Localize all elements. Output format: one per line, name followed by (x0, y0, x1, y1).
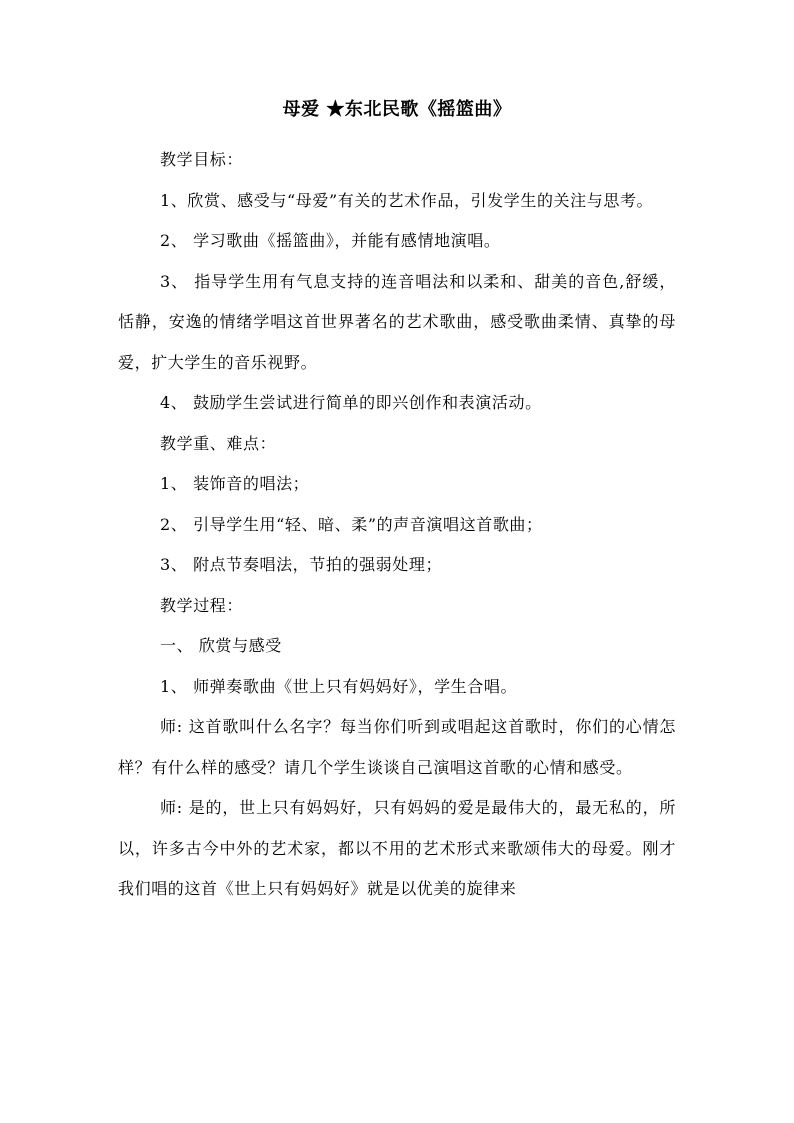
paragraph-teacher-question: 师: 这首歌叫什么名字？每当你们听到或唱起这首歌时，你们的心情怎样？有什么样的感受？请几个学生谈谈自己演唱这首歌的心情和感受。 (118, 717, 676, 777)
paragraph-teaching-goals-heading: 教学目标： (160, 150, 244, 169)
paragraph-goal-4: 4、 鼓励学生尝试进行简单的即兴创作和表演活动。 (160, 393, 542, 412)
paragraph-key-point-1: 1、 装饰音的唱法； (160, 474, 310, 493)
paragraph-key-point-2: 2、 引导学生用“轻、暗、柔”的声音演唱这首歌曲； (160, 514, 543, 534)
paragraph-key-point-3: 3、 附点节奏唱法，节拍的强弱处理； (160, 555, 443, 574)
paragraph-step-1: 1、 师弹奏歌曲《世上只有妈妈好》，学生合唱。 (160, 676, 518, 696)
paragraph-goal-2: 2、 学习歌曲《摇篮曲》，并能有感情地演唱。 (160, 231, 501, 250)
document-title: 母爱 ★东北民歌《摇篮曲》 (282, 99, 512, 120)
paragraph-process-heading: 教学过程： (160, 595, 244, 615)
paragraph-key-points-heading: 教学重、难点： (160, 433, 277, 453)
paragraph-teacher-explanation: 师: 是的，世上只有妈妈好，只有妈妈的爱是最伟大的，最无私的，所以，许多古今中外的艺术家，都以不用的艺术形式来歌颂伟大的母爱。刚才我们唱的这首《世上只有妈妈好》就是以优美的旋律来 (118, 798, 676, 898)
paragraph-section-1-heading: 一、 欣赏与感受 (160, 636, 282, 655)
paragraph-goal-1: 1、欣赏、感受与“母爱”有关的艺术作品，引发学生的关注与思考。 (160, 190, 654, 210)
paragraph-goal-3: 3、 指导学生用有气息支持的连音唱法和以柔和、甜美的音色,舒缓，恬静，安逸的情绪学唱这首世界著名的艺术歌曲，感受歌曲柔情、真挚的母爱，扩大学生的音乐视野。 (118, 271, 676, 372)
